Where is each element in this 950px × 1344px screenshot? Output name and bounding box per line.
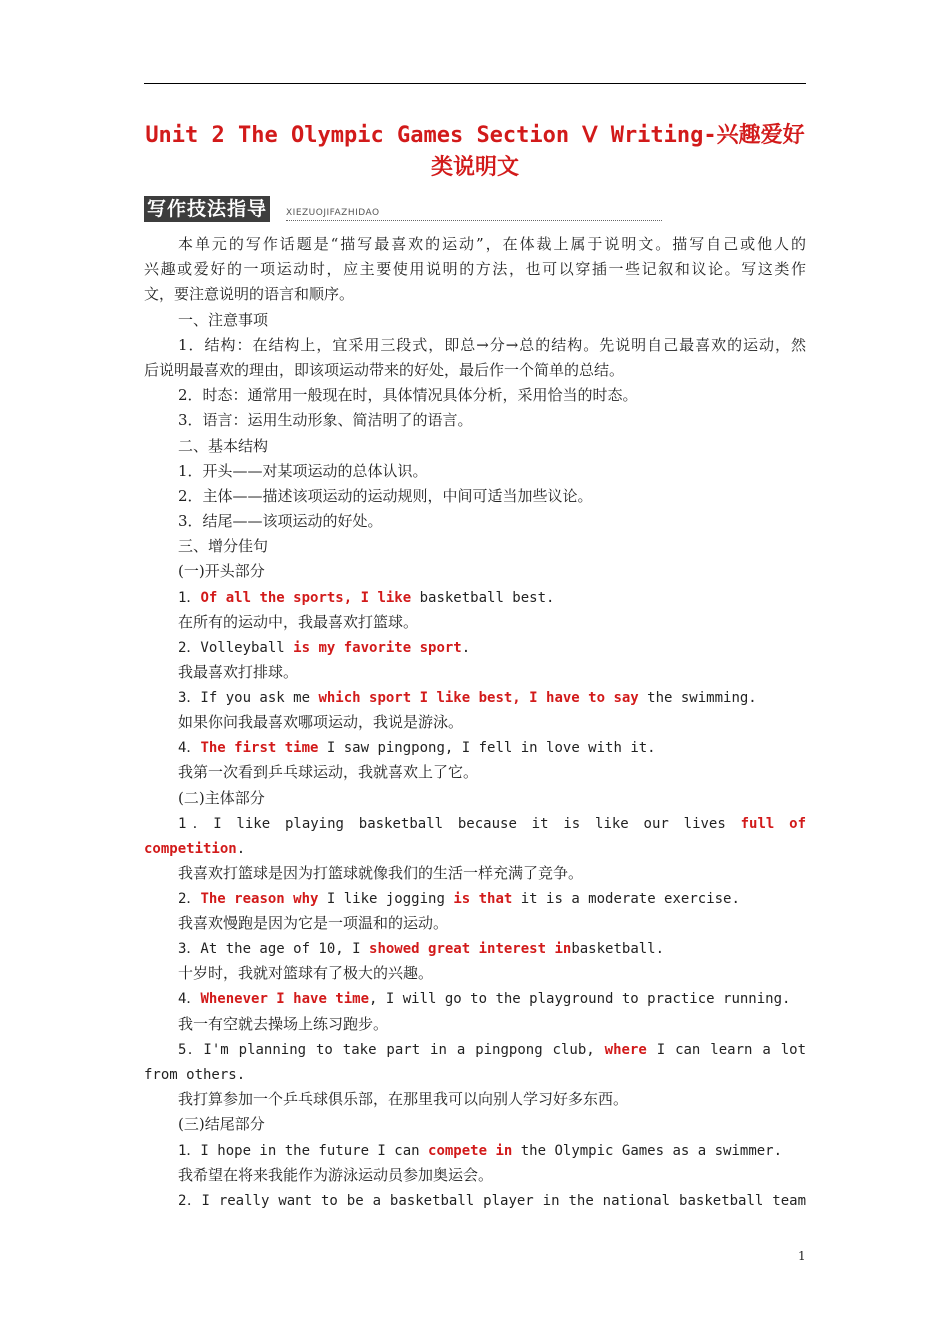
sentence-text: it is a moderate exercise.	[512, 891, 740, 907]
sec2-point-3: 3．结尾——该项运动的好处。	[178, 512, 383, 530]
sentence-text: I can learn a lot	[646, 1042, 807, 1058]
translation-opening-1: 在所有的运动中，我最喜欢打篮球。	[178, 613, 419, 631]
subsection-opening: (一)开头部分	[178, 562, 265, 580]
sentence-text: the swimming.	[638, 690, 757, 706]
sentence-text: the Olympic Games as a swimmer.	[512, 1143, 783, 1159]
sentence-text: 1．	[178, 590, 201, 606]
page-number: 1	[798, 1249, 806, 1263]
sentence-text: I like jogging	[318, 891, 454, 907]
key-phrase: is that	[453, 891, 513, 907]
sentence-text: 1．I hope in the future I can	[178, 1143, 429, 1159]
sentence-text: .	[461, 640, 471, 656]
translation-opening-2: 我最喜欢打排球。	[178, 663, 299, 681]
section-heading-1: 一、注意事项	[178, 311, 269, 329]
sentence-text: , I will go to the playground to practice running.	[369, 991, 791, 1007]
sentence-text: basketball best.	[411, 590, 555, 606]
sentence-opening-2	[144, 638, 806, 658]
key-phrase: which sport I like best, I have to say	[318, 690, 639, 706]
sec2-point-2: 2．主体——描述该项运动的运动规则，中间可适当加些议论。	[178, 487, 593, 505]
sentence-text: basketball.	[571, 941, 665, 957]
subsection-body: (二)主体部分	[178, 789, 265, 807]
section-heading-3: 三、增分佳句	[178, 537, 269, 555]
translation-body-2: 我喜欢慢跑是因为它是一项温和的运动。	[178, 914, 449, 932]
sentence-opening-4	[144, 738, 806, 758]
section-banner	[144, 196, 380, 222]
sentence-body-4	[144, 989, 806, 1009]
sentence-body-5	[144, 1040, 806, 1060]
banner-pinyin: XIEZUOJIFAZHIDAO	[286, 207, 662, 221]
sentence-body-2	[144, 889, 806, 909]
translation-body-5: 我打算参加一个乒乓球俱乐部，在那里我可以向别人学习好多东西。	[178, 1090, 629, 1108]
intro-line-3: 文，要注意说明的语言和顺序。	[144, 285, 355, 303]
key-phrase: The first time	[200, 740, 319, 756]
translation-ending-1: 我希望在将来我能作为游泳运动员参加奥运会。	[178, 1166, 494, 1184]
sentence-text: 5．I'm planning to take part in a pingpong club,	[178, 1042, 605, 1058]
translation-opening-3: 如果你问我最喜欢哪项运动，我说是游泳。	[178, 713, 464, 731]
sentence-body-5-cont: from others.	[144, 1067, 246, 1083]
header-rule	[144, 83, 806, 84]
sentence-opening-1	[144, 588, 806, 608]
sentence-opening-3	[144, 688, 806, 708]
sec2-point-1: 1．开头——对某项运动的总体认识。	[178, 462, 428, 480]
sentence-text: 4．	[178, 991, 201, 1007]
sentence-text: 3．If you ask me	[178, 690, 319, 706]
sentence-text: 2．	[178, 891, 201, 907]
sec1-point-1b: 后说明最喜欢的理由，即该项运动带来的好处，最后作一个简单的总结。	[144, 361, 625, 379]
key-phrase: where	[604, 1042, 647, 1058]
key-phrase: The reason why	[200, 891, 319, 907]
sentence-body-1	[144, 814, 806, 834]
banner-label: 写作技法指导	[144, 196, 270, 222]
translation-body-4: 我一有空就去操场上练习跑步。	[178, 1015, 389, 1033]
intro-line-1: 本单元的写作话题是“描写最喜欢的运动”，在体裁上属于说明文。描写自己或他人的	[178, 235, 806, 253]
translation-opening-4: 我第一次看到乒乓球运动，我就喜欢上了它。	[178, 763, 479, 781]
sentence-text: 4．	[178, 740, 201, 756]
sentence-body-3	[144, 939, 806, 959]
sentence-text: 1．I like playing basketball because it is like our lives	[178, 816, 741, 832]
key-phrase: showed great interest in	[369, 941, 572, 957]
key-phrase: is my favorite sport	[293, 640, 462, 656]
sentence-body-1-cont	[144, 839, 806, 859]
document-title: Unit 2 The Olympic Games Section Ⅴ Writing-兴趣爱好类说明文	[145, 123, 805, 180]
sentence-text: I saw pingpong, I fell in love with it.	[318, 740, 656, 756]
intro-line-2: 兴趣或爱好的一项运动时，应主要使用说明的方法，也可以穿插一些记叙和议论。写这类作	[144, 260, 806, 278]
section-heading-2: 二、基本结构	[178, 437, 269, 455]
key-phrase: compete in	[428, 1143, 513, 1159]
sentence-text: 2．Volleyball	[178, 640, 294, 656]
translation-body-3: 十岁时，我就对篮球有了极大的兴趣。	[178, 964, 434, 982]
sentence-ending-1	[144, 1141, 806, 1161]
sentence-text: 3．At the age of 10, I	[178, 941, 370, 957]
key-phrase: full of	[740, 816, 806, 832]
sentence-text: .	[236, 841, 246, 857]
subsection-ending: (三)结尾部分	[178, 1115, 265, 1133]
sec1-point-2: 2．时态：通常用一般现在时，具体情况具体分析，采用恰当的时态。	[178, 386, 638, 404]
key-phrase: competition	[144, 841, 237, 857]
sec1-point-1a: 1．结构：在结构上，宜采用三段式，即总→分→总的结构。先说明自己最喜欢的运动，然	[178, 336, 806, 354]
sentence-ending-2: 2．I really want to be a basketball player in the national basketball team	[178, 1193, 806, 1209]
key-phrase: Of all the sports, I like	[200, 590, 412, 606]
key-phrase: Whenever I have time	[200, 991, 370, 1007]
translation-body-1: 我喜欢打篮球是因为打篮球就像我们的生活一样充满了竞争。	[178, 864, 584, 882]
sec1-point-3: 3．语言：运用生动形象、简洁明了的语言。	[178, 411, 473, 429]
